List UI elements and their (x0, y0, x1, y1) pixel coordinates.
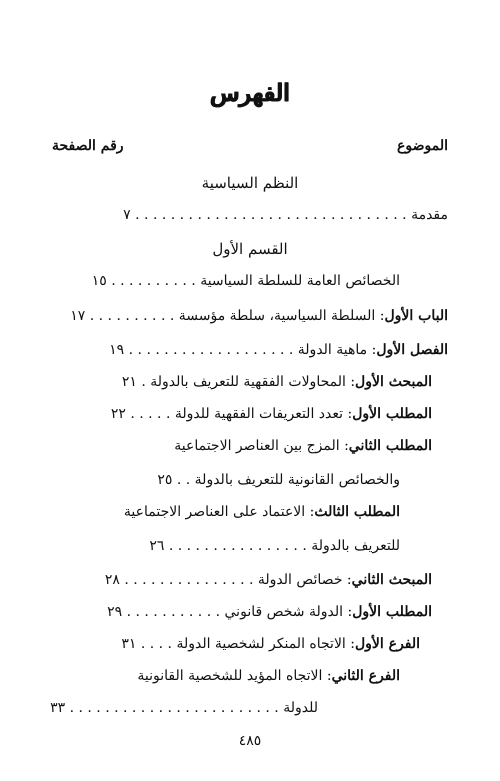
entry-text: السلطة السياسية، سلطة مؤسسة (178, 308, 376, 324)
entry-page: ١٧ (70, 308, 86, 324)
entry-dots: . . . . . . . . . . . . . . . (124, 572, 254, 588)
entry-text: الاتجاه المنكر لشخصية الدولة (176, 636, 346, 652)
entry-page: ٧ (123, 207, 131, 223)
entry-dots: . . . . . . . . . . . (126, 604, 221, 620)
entry-dots: . (141, 374, 146, 390)
toc-entry-continuation (149, 538, 400, 554)
entry-dots: . . . . (140, 636, 172, 652)
entry-page: ٣٣ (50, 700, 66, 716)
entry-text: والخصائص القانونية للتعريف بالدولة (194, 472, 400, 488)
toc-entry: المبحث الأول: المحاولات الفقهية للتعريف بالدولة . ٢١ (121, 374, 432, 390)
entry-dots: . . (176, 472, 191, 488)
entry-page: ٢٨ (104, 572, 120, 588)
part-heading: القسم الأول (212, 240, 288, 258)
entry-dots: . . . . . . . . . . (111, 273, 196, 289)
entry-dots: . . . . . (130, 406, 171, 422)
toc-entry (92, 273, 400, 289)
entry-label: المطلب الأول (352, 604, 432, 620)
entry-page: ٢١ (121, 374, 137, 390)
toc-entry: المطلب الأول: الدولة شخص قانوني . . . . . . . . . . . ٢٩ (107, 604, 432, 620)
entry-label: الفرع الثاني (331, 668, 400, 684)
entry-label: المبحث الأول (355, 374, 432, 390)
entry-text: للدولة (283, 700, 318, 716)
entry-page: ١٥ (91, 273, 107, 289)
toc-entry: المطلب الثاني: المزج بين العناصر الاجتماعية (174, 438, 432, 454)
entry-dots: . . . . . . . . . . (89, 308, 175, 324)
topic-column-header: الموضوع (397, 138, 448, 154)
entry-text: الاعتماد على العناصر الاجتماعية (123, 504, 306, 520)
entry-text: المزج بين العناصر الاجتماعية (174, 438, 340, 454)
entry-text: المحاولات الفقهية للتعريف بالدولة (150, 374, 346, 390)
entry-label: المطلب الثالث (314, 504, 400, 520)
entry-text: الخصائص العامة للسلطة السياسية (200, 273, 400, 289)
entry-label: الفرع الأول (355, 636, 420, 652)
entry-label: المطلب الثاني (348, 438, 432, 454)
entry-text: للتعريف بالدولة (311, 538, 400, 554)
toc-entry: الفرع الثاني: الاتجاه المؤيد للشخصية القانونية (137, 668, 400, 684)
entry-label: المطلب الأول (352, 406, 432, 422)
entry-text: خصائص الدولة (257, 572, 343, 588)
entry-label: الباب الأول (384, 308, 448, 324)
entry-text: ماهية الدولة (297, 342, 368, 358)
page-column-header: رقم الصفحة (52, 138, 124, 154)
section-heading: النظم السياسية (201, 174, 299, 192)
entry-page: ٣١ (121, 636, 137, 652)
toc-entry: الفرع الأول: الاتجاه المنكر لشخصية الدولة . . . . ٣١ (121, 636, 420, 652)
toc-entry: المبحث الثاني: خصائص الدولة . . . . . . . . . . . . . . . ٢٨ (104, 572, 432, 588)
entry-dots: . . . . . . . . . . . . . . . . . . . . . . . . (69, 700, 279, 716)
toc-entry: المطلب الأول: تعدد التعريفات الفقهية للدولة . . . . . ٢٢ (110, 406, 432, 422)
entry-label: المبحث الثاني (351, 572, 432, 588)
toc-entry: الفصل الأول: ماهية الدولة . . . . . . . . . . . . . . . . . . . ١٩ (109, 342, 448, 358)
page-number: ٤٨٥ (238, 733, 262, 749)
entry-text: تعدد التعريفات الفقهية للدولة (174, 406, 344, 422)
entry-label: الفصل الأول (376, 342, 448, 358)
toc-entry: المطلب الثالث: الاعتماد على العناصر الاجتماعية (123, 504, 400, 520)
toc-entry: الباب الأول: السلطة السياسية، سلطة مؤسسة . . . . . . . . . . ١٧ (70, 308, 448, 324)
entry-page: ٢٩ (107, 604, 123, 620)
entry-page: ١٩ (109, 342, 125, 358)
entry-text: الاتجاه المؤيد للشخصية القانونية (137, 668, 323, 684)
entry-page: ٢٢ (110, 406, 126, 422)
entry-dots: . . . . . . . . . . . . . . . . (168, 538, 307, 554)
entry-page: ٢٦ (149, 538, 165, 554)
entry-text: مقدمة (411, 207, 448, 223)
page-title: الفهرس (210, 78, 290, 107)
entry-page: ٢٥ (157, 472, 173, 488)
toc-entry-continuation (157, 472, 400, 488)
toc-entry-intro (123, 207, 448, 223)
entry-text: الدولة شخص قانوني (224, 604, 344, 620)
entry-dots: . . . . . . . . . . . . . . . . . . . (128, 342, 294, 358)
toc-entry-continuation (50, 700, 318, 716)
entry-dots: . . . . . . . . . . . . . . . . . . . . . . . . . . . . . . . (135, 207, 407, 223)
